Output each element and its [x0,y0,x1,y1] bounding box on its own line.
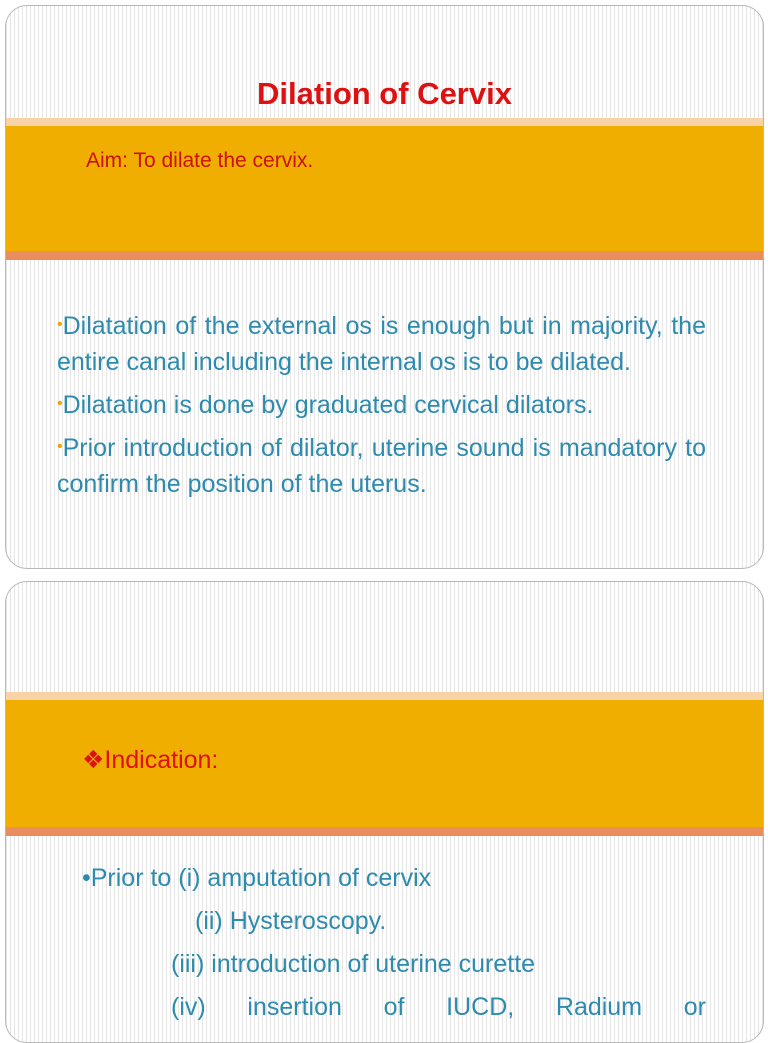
slide-title: Dilation of Cervix [257,76,512,111]
title-band [6,118,763,260]
bullet-icon: • [57,316,63,333]
bullet-item [57,429,706,502]
indication-heading: ❖Indication: [82,746,219,774]
bullet-text: Dilatation of the external os is enough but in majority, the entire canal including the internal os is to be dilated. [57,312,706,376]
bullet-item [57,386,706,423]
bullet-list [57,307,706,508]
word: or [683,993,706,1021]
list-item [82,986,706,1029]
word: (iv) [171,993,206,1021]
bullet-text: Dilatation is done by graduated cervical dilators. [62,391,594,419]
word: insertion [247,993,342,1021]
bullet-icon: • [57,438,63,455]
slide-2 [5,581,764,1043]
bullet-icon: • [57,395,63,412]
word: IUCD, [446,993,515,1021]
word: of [383,993,405,1021]
bullet-item [57,307,706,380]
slide-1 [5,5,764,569]
aim-text: Aim: To dilate the cervix. [86,149,314,172]
list-item: (ii) Hysteroscopy. [195,907,387,935]
bullet-text: Prior introduction of dilator, uterine sound is mandatory to confirm the position of the uterus. [57,434,706,498]
list-item: •Prior to (i) amputation of cervix [82,864,432,892]
list-item: (iii) introduction of uterine curette [171,950,536,978]
indication-list [82,857,706,1029]
word: Radium [555,993,643,1021]
